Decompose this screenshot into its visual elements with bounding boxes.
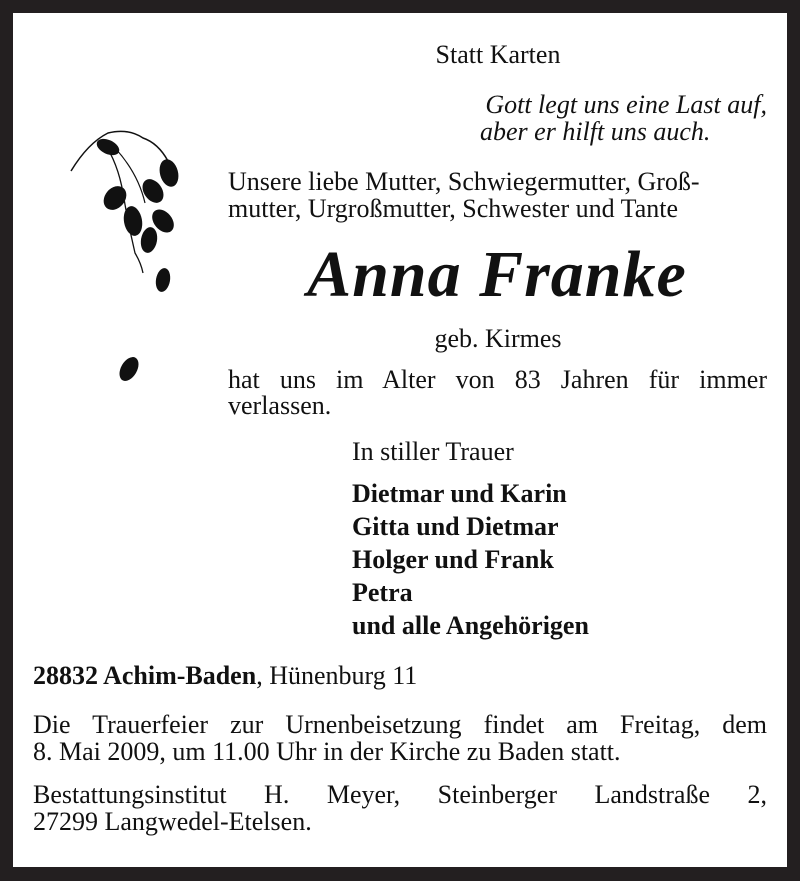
mourner: Gitta und Dietmar xyxy=(352,512,559,541)
address-street: , Hünenburg 11 xyxy=(256,661,418,690)
branch-leaves-illustration xyxy=(53,113,183,393)
intro-line-1: Unsere liebe Mutter, Schwiegermutter, Groß- xyxy=(228,167,700,196)
service-line-2: 8. Mai 2009, um 11.00 Uhr in der Kirche zu Baden statt. xyxy=(33,737,621,766)
header-text: Statt Karten xyxy=(435,40,561,69)
obituary-card xyxy=(13,13,787,867)
mourner: Dietmar und Karin xyxy=(352,479,567,508)
motto-line-1: Gott legt uns eine Last auf, xyxy=(485,90,767,119)
mourner: Petra xyxy=(352,578,413,607)
funeral-home-line-1: Bestattungsinstitut H. Meyer, Steinberger Landstraße 2, xyxy=(33,780,767,809)
mourner: und alle Angehörigen xyxy=(352,611,589,640)
announcement-line-1: hat uns im Alter von 83 Jahren für immer xyxy=(228,365,767,394)
address xyxy=(33,661,417,691)
deceased-name: Anna Franke xyxy=(307,238,687,311)
mourner: Holger und Frank xyxy=(352,545,554,574)
announcement-line-2: verlassen. xyxy=(228,391,332,420)
motto-line-2: aber er hilft uns auch. xyxy=(480,117,711,146)
funeral-home-line-2: 27299 Langwedel-Etelsen. xyxy=(33,807,312,836)
service-line-1: Die Trauerfeier zur Urnenbeisetzung findet am Freitag, dem xyxy=(33,710,767,739)
mourning-label: In stiller Trauer xyxy=(352,437,514,466)
birth-name: geb. Kirmes xyxy=(434,324,562,353)
address-city: 28832 Achim-Baden xyxy=(33,661,257,690)
intro-line-2: mutter, Urgroßmutter, Schwester und Tante xyxy=(228,194,679,223)
